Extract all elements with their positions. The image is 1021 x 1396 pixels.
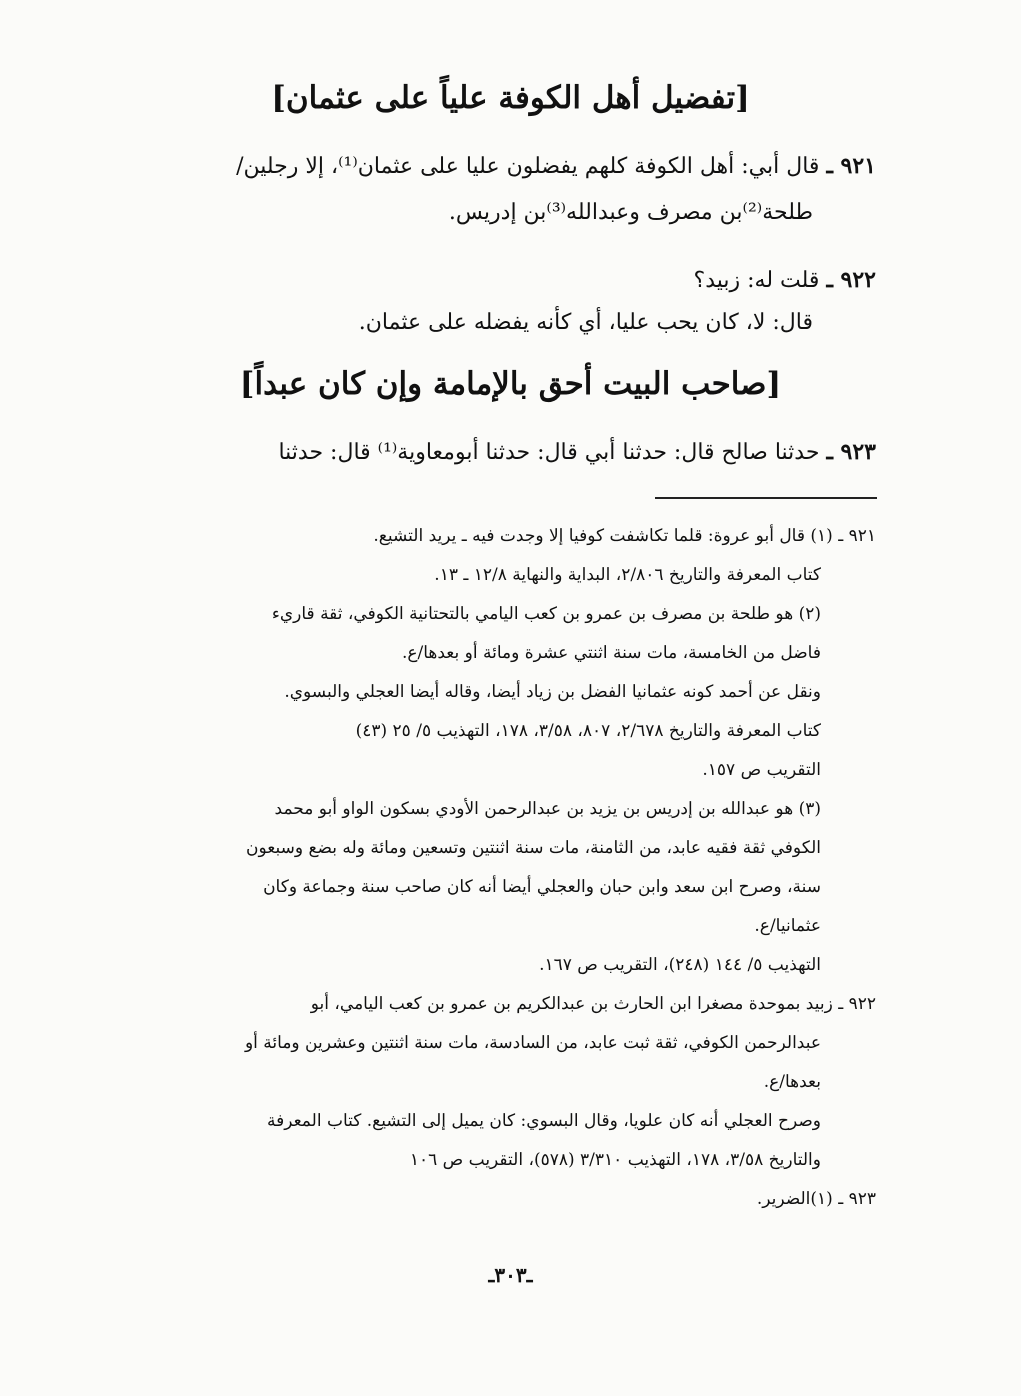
section-heading-1: [تفضيل أهل الكوفة علياً على عثمان] <box>271 80 750 116</box>
entry-922-line-2: قال: لا، كان يحب عليا، أي كأنه يفضله على عثمان. <box>358 310 813 335</box>
footnote-line: (٢) هو طلحة بن مصرف بن عمرو بن كعب اليامي بالتحتانية الكوفي، ثقة قاريء <box>271 604 821 624</box>
footnote-line: كتاب المعرفة والتاريخ ٢/٨٠٦، البداية والنهاية ١٢/٨ ـ ١٣. <box>434 565 821 585</box>
entry-921-line-2: طلحة⁽²⁾بن مصرف وعبدالله⁽³⁾بن إدريس. <box>448 200 813 225</box>
footnote-line: الكوفي ثقة فقيه عابد، من الثامنة، مات سنة اثنتين وتسعين ومائة وله بضع وسبعون <box>246 838 821 858</box>
footnote-line: فاضل من الخامسة، مات سنة اثنتي عشرة ومائة أو بعدها/ع. <box>401 643 821 663</box>
entry-number: ٩٢٣ ـ <box>826 439 876 465</box>
entry-number: ٩٢٢ ـ <box>826 267 876 293</box>
footnote-line: ونقل عن أحمد كونه عثمانيا الفضل بن زياد أيضا، وقاله أيضا العجلي والبسوي. <box>284 682 821 702</box>
entry-923-line-1 <box>278 438 876 467</box>
footnote-line: التقريب ص ١٥٧. <box>702 760 821 780</box>
footnote-line: والتاريخ ٣/٥٨، ١٧٨، التهذيب ٣/٣١٠ (٥٧٨)، التقريب ص ١٠٦ <box>409 1150 821 1170</box>
entry-text: حدثنا صالح قال: حدثنا أبي قال: حدثنا أبومعاوية⁽¹⁾ قال: حدثنا <box>278 440 820 465</box>
footnote-line: التهذيب ٥/ ١٤٤ (٢٤٨)، التقريب ص ١٦٧. <box>539 955 821 975</box>
footnote-line: ٩٢٣ ـ (١)الضرير. <box>756 1189 876 1209</box>
footnote-line: (٣) هو عبدالله بن إدريس بن يزيد بن عبدالرحمن الأودي بسكون الواو أبو محمد <box>274 799 821 819</box>
entry-text: قلت له: زبيد؟ <box>693 268 820 293</box>
footnote-line: عثمانيا/ع. <box>754 916 821 936</box>
page-number: ـ٣٠٣ـ <box>488 1263 533 1287</box>
entry-number: ٩٢١ ـ <box>826 153 876 179</box>
footnote-line: ٩٢٢ ـ زبيد بموحدة مصغرا ابن الحارث بن عبدالكريم بن عمرو بن كعب اليامي، أبو <box>310 994 876 1014</box>
entry-text: قال أبي: أهل الكوفة كلهم يفضلون عليا على عثمان⁽¹⁾، إلا رجلين/ <box>236 154 820 179</box>
section-heading-2: [صاحب البيت أحق بالإمامة وإن كان عبداً] <box>239 366 782 402</box>
footnote-line: بعدها/ع. <box>763 1072 821 1092</box>
footnote-line: ٩٢١ ـ (١) قال أبو عروة: قلما تكاشفت كوفيا إلا وجدت فيه ـ يريد التشيع. <box>373 526 876 546</box>
entry-922-line-1 <box>694 266 876 295</box>
footnote-line: كتاب المعرفة والتاريخ ٢/٦٧٨، ٨٠٧، ٣/٥٨، ١٧٨، التهذيب ٥/ ٢٥ (٤٣) <box>355 721 821 741</box>
footnote-line: عبدالرحمن الكوفي، ثقة ثبت عابد، من السادسة، مات سنة اثنتين وعشرين ومائة أو <box>244 1033 821 1053</box>
footnote-separator <box>655 497 877 499</box>
footnote-line: وصرح العجلي أنه كان علويا، وقال البسوي: كان يميل إلى التشيع. كتاب المعرفة <box>266 1111 821 1131</box>
entry-921-line-1 <box>236 152 876 181</box>
footnote-line: سنة، وصرح ابن سعد وابن حبان والعجلي أيضا أنه كان صاحب سنة وجماعة وكان <box>263 877 821 897</box>
